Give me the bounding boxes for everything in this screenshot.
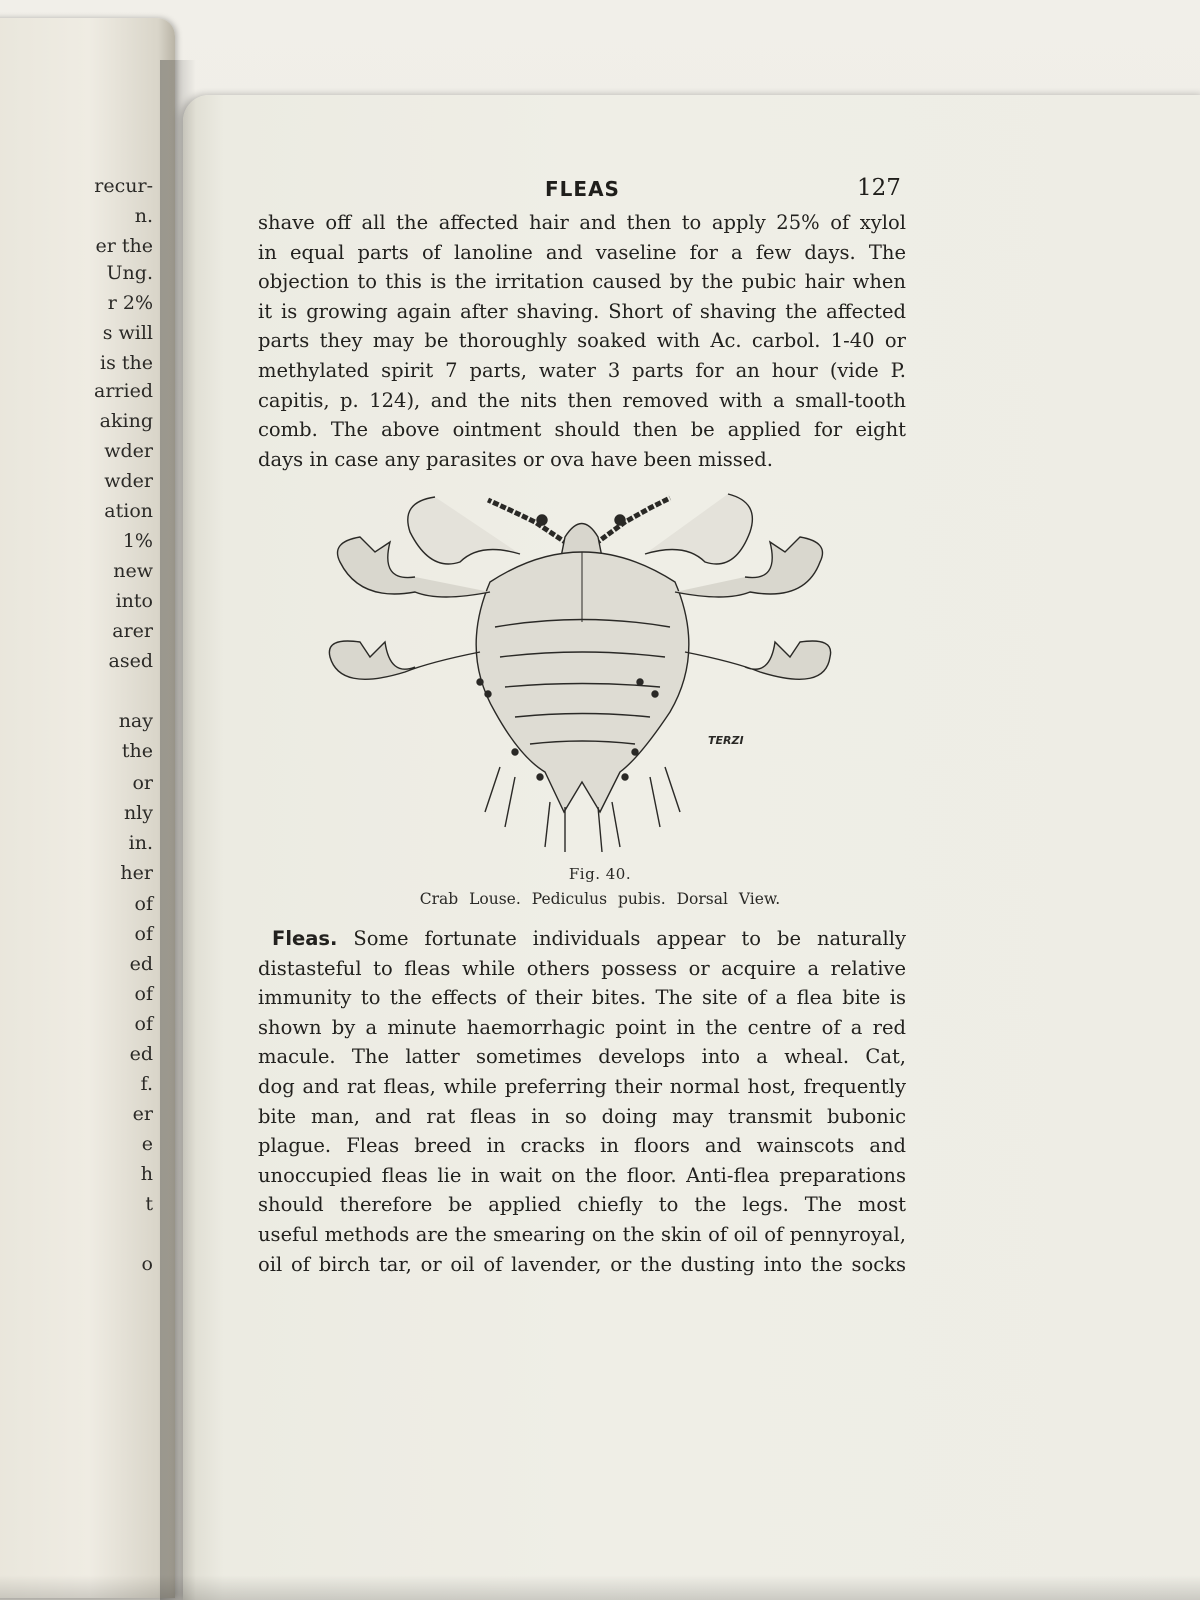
text-line: macule. The latter sometimes develops into a wheal. Cat, — [258, 1045, 906, 1069]
left-page-text-fragment: the — [121, 740, 153, 762]
text-line: comb. The above ointment should then be applied for eight — [258, 418, 906, 442]
figure-label: Fig. 40. — [568, 865, 632, 883]
text-line: unoccupied fleas lie in wait on the floor. Anti-flea preparations — [258, 1163, 906, 1187]
left-page-text-fragment: ed — [129, 953, 153, 975]
left-page-text-fragment: aking — [99, 410, 153, 432]
left-page-text-fragment: recur- — [94, 175, 153, 197]
left-page-text-fragment: r 2% — [107, 292, 153, 314]
text-line: in equal parts of lanoline and vaseline for a few days. The — [258, 240, 906, 264]
left-page-text-fragment: ased — [108, 650, 153, 672]
figure-caption: Crab Louse. Pediculus pubis. Dorsal View. — [419, 890, 781, 908]
left-page-text-fragment: of — [134, 893, 153, 915]
text-line: dog and rat fleas, while preferring their normal host, frequently — [258, 1074, 906, 1098]
left-page-text-fragment: nly — [123, 802, 153, 824]
text-line: should therefore be applied chiefly to the legs. The most — [258, 1193, 906, 1217]
illustrator-signature: TERZI — [708, 734, 744, 747]
book-gutter-shadow — [160, 60, 200, 1600]
text-line: bite man, and rat fleas in so doing may transmit bubonic — [258, 1104, 906, 1128]
left-page-text-fragment: f. — [140, 1073, 153, 1095]
left-page-text-fragment: h — [140, 1163, 153, 1185]
text-line — [258, 924, 906, 954]
text-line: distasteful to fleas while others possess or acquire a relative — [258, 956, 906, 980]
left-page-text-fragment: o — [141, 1253, 153, 1275]
left-page-text-fragment: er — [132, 1103, 153, 1125]
left-page-text-fragment: nay — [118, 710, 153, 732]
text-line: methylated spirit 7 parts, water 3 parts for an hour (vide P. — [258, 358, 906, 382]
left-page-text-fragment: arer — [112, 620, 153, 642]
left-page-text-fragment: er the — [95, 235, 153, 257]
left-page-text-fragment: of — [134, 923, 153, 945]
text-line: useful methods are the smearing on the skin of oil of pennyroyal, — [258, 1222, 906, 1246]
crab-louse-illustration — [320, 482, 840, 854]
top-paragraph — [258, 208, 906, 474]
text-line: objection to this is the irritation caused by the pubic hair when — [258, 270, 906, 294]
text-line: parts they may be thoroughly soaked with Ac. carbol. 1-40 or — [258, 329, 906, 353]
fleas-paragraph — [258, 924, 906, 1279]
left-page-text-fragment: t — [145, 1193, 153, 1215]
text-line: shown by a minute haemorrhagic point in the centre of a red — [258, 1015, 906, 1039]
text-line: capitis, p. 124), and the nits then removed with a small-tooth — [258, 388, 906, 412]
left-page — [0, 18, 175, 1598]
left-page-text-fragment: new — [113, 560, 153, 582]
left-page-text-fragment: arried — [94, 380, 153, 402]
left-page-text-fragment: her — [120, 862, 153, 884]
left-page-text-fragment: s will — [102, 322, 153, 344]
left-page-text-fragment: Ung. — [106, 262, 153, 284]
left-page-text-fragment: ed — [129, 1043, 153, 1065]
left-page-text-fragment: wder — [104, 440, 153, 462]
page-number: 127 — [857, 175, 901, 201]
left-page-text-fragment: of — [134, 1013, 153, 1035]
text-line: immunity to the effects of their bites. The site of a flea bite is — [258, 986, 906, 1010]
left-page-text-fragment: is the — [100, 352, 153, 374]
text-line-fragment: Some fortunate individuals appear to be naturally — [353, 927, 906, 950]
text-line: oil of birch tar, or oil of lavender, or the dusting into the socks — [258, 1252, 906, 1276]
text-line: shave off all the affected hair and then to apply 25% of xylol — [258, 211, 906, 234]
table-shadow — [0, 1575, 1200, 1600]
text-line: plague. Fleas breed in cracks in floors and wainscots and — [258, 1134, 906, 1158]
text-line: days in case any parasites or ova have been missed. — [258, 447, 773, 471]
left-page-text-fragment: of — [134, 983, 153, 1005]
left-page-text-fragment: n. — [134, 205, 153, 227]
left-page-text-fragment: in. — [128, 832, 153, 854]
left-page-text-fragment: or — [132, 772, 153, 794]
left-page-text-fragment: wder — [104, 470, 153, 492]
running-head: FLEAS — [545, 177, 620, 201]
text-line: it is growing again after shaving. Short of shaving the affected — [258, 299, 906, 323]
left-page-text-fragment: e — [141, 1133, 153, 1155]
section-heading-fleas: Fleas. — [272, 927, 338, 950]
left-page-text-fragment: into — [115, 590, 153, 612]
left-page-text-fragment: ation — [104, 500, 153, 522]
left-page-text-fragment: 1% — [122, 530, 153, 552]
